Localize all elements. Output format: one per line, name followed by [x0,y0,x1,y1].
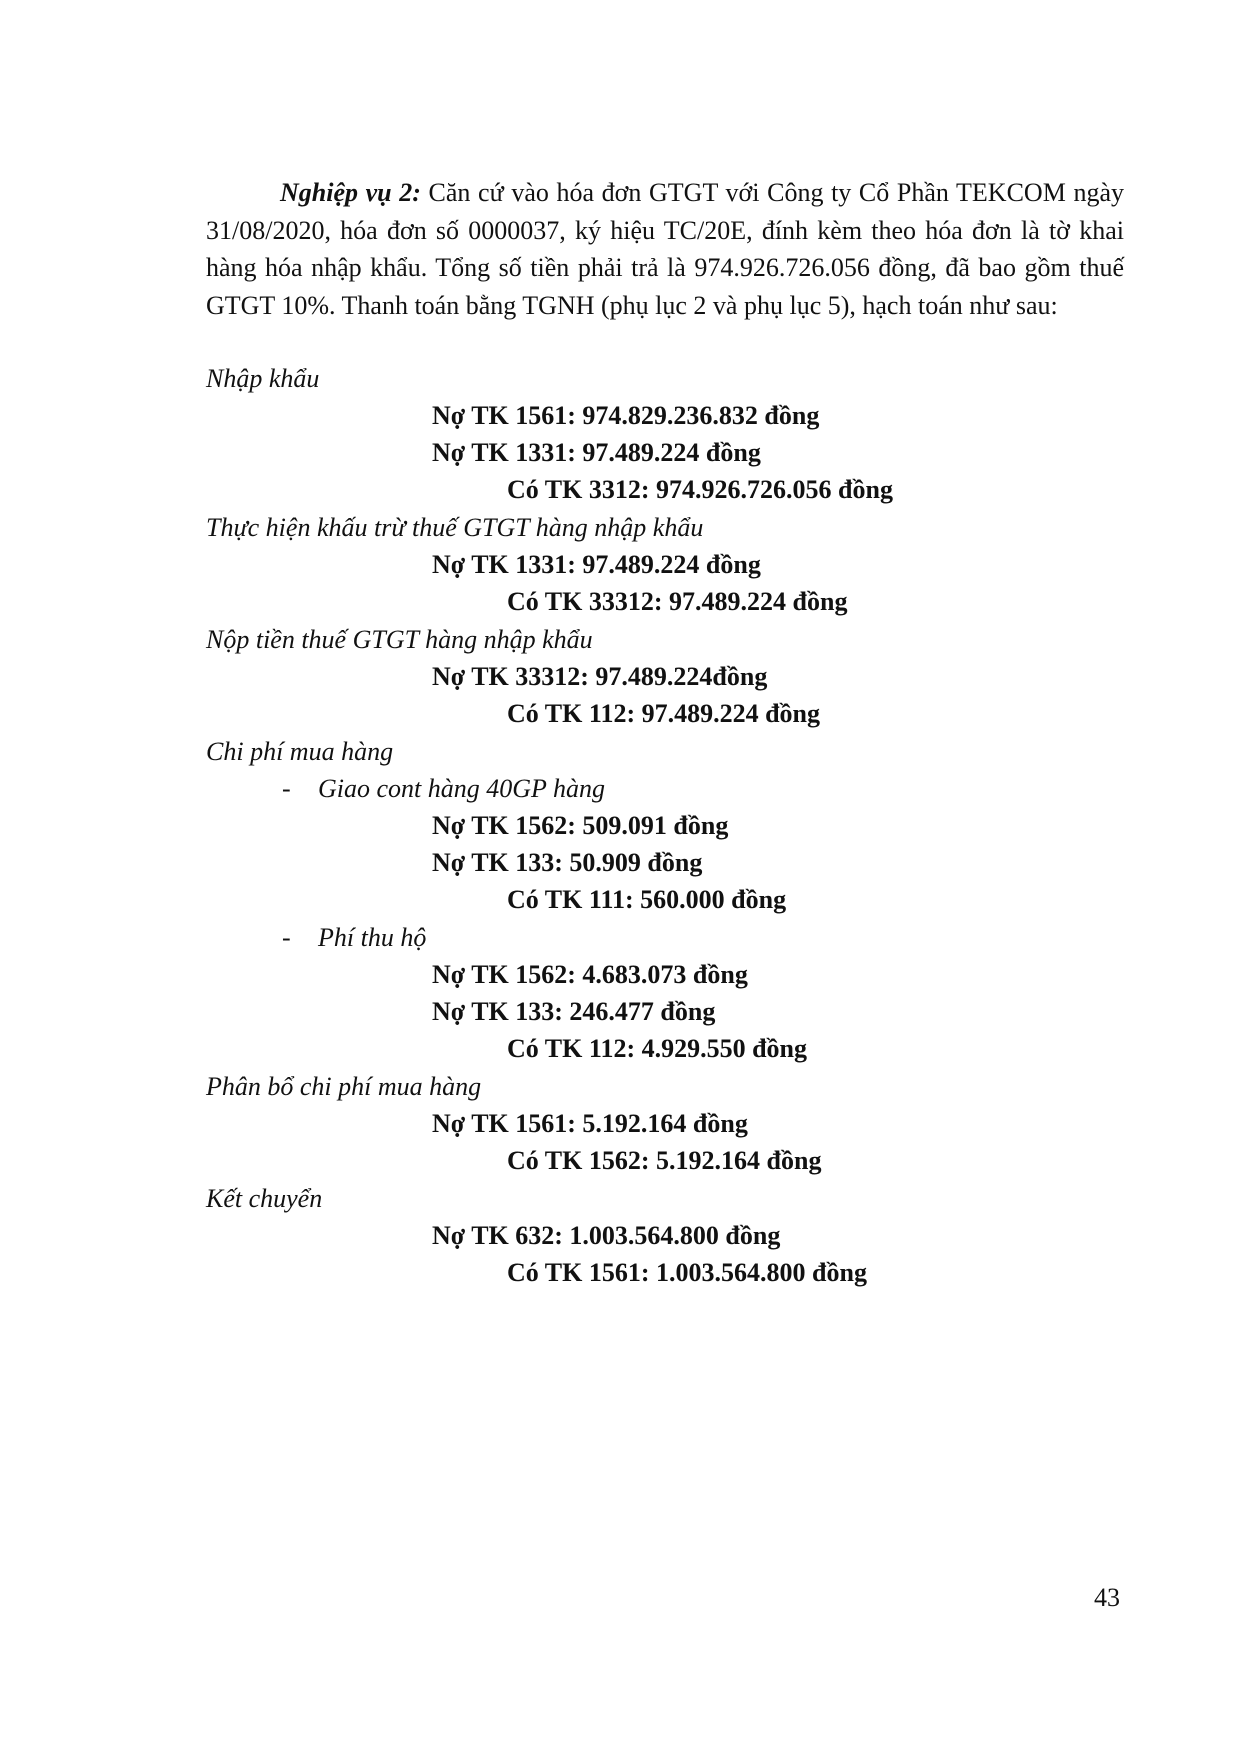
entry-debit-import-1561: Nợ TK 1561: 974.829.236.832 đồng [432,401,820,430]
bullet-delivery [282,774,605,804]
entry-debit-vat-deduction: Nợ TK 1331: 97.489.224 đồng [432,550,761,579]
section-heading-vat-deduction: Thực hiện khấu trừ thuế GTGT hàng nhập khẩu [206,513,704,542]
intro-text: Căn cứ vào hóa đơn GTGT với Công ty Cổ Phần TEKCOM ngày 31/08/2020, hóa đơn số 0000037, ký hiệu TC/20E, đính kèm theo hóa đơn là tờ khai hàng hóa nhập khẩu. Tổng số tiền phải trả là 974.926.726.056 đồng, đã bao gồm thuế GTGT 10%. Thanh toán bằng TGNH (phụ lục 2 và phụ lục 5), hạch toán như sau: [206,178,1124,320]
entry-debit-transfer: Nợ TK 632: 1.003.564.800 đồng [432,1221,781,1250]
entry-credit-allocation: Có TK 1562: 5.192.164 đồng [507,1146,822,1175]
intro-paragraph [206,174,1124,324]
entry-debit-import-1331: Nợ TK 1331: 97.489.224 đồng [432,438,761,467]
bullet-collection-fee [282,923,426,953]
entry-debit-fee-1562: Nợ TK 1562: 4.683.073 đồng [432,960,748,989]
intro-body [206,174,1124,324]
bullet-collection-fee-label: Phí thu hộ [318,923,427,952]
entry-debit-delivery-1562: Nợ TK 1562: 509.091 đồng [432,811,729,840]
entry-credit-import-3312: Có TK 3312: 974.926.726.056 đồng [507,475,893,504]
bullet-dash: - [282,774,291,803]
entry-debit-vat-payment: Nợ TK 33312: 97.489.224đồng [432,662,768,691]
bullet-dash: - [282,923,291,952]
entry-debit-allocation: Nợ TK 1561: 5.192.164 đồng [432,1109,748,1138]
entry-debit-fee-133: Nợ TK 133: 246.477 đồng [432,997,716,1026]
bullet-delivery-label: Giao cont hàng 40GP hàng [318,774,605,803]
entry-credit-vat-deduction: Có TK 33312: 97.489.224 đồng [507,587,848,616]
section-heading-transfer: Kết chuyển [206,1184,323,1213]
entry-credit-transfer: Có TK 1561: 1.003.564.800 đồng [507,1258,867,1287]
entry-credit-delivery-111: Có TK 111: 560.000 đồng [507,885,787,914]
section-heading-vat-payment: Nộp tiền thuế GTGT hàng nhập khẩu [206,625,593,654]
entry-credit-fee-112: Có TK 112: 4.929.550 đồng [507,1034,808,1063]
entry-credit-vat-payment: Có TK 112: 97.489.224 đồng [507,699,821,728]
section-heading-purchase-cost: Chi phí mua hàng [206,737,394,766]
entry-debit-delivery-133: Nợ TK 133: 50.909 đồng [432,848,703,877]
section-heading-allocation: Phân bổ chi phí mua hàng [206,1072,482,1101]
section-heading-import: Nhập khẩu [206,364,320,393]
page-number: 43 [1094,1583,1120,1612]
intro-label: Nghiệp vụ 2: [280,178,421,207]
